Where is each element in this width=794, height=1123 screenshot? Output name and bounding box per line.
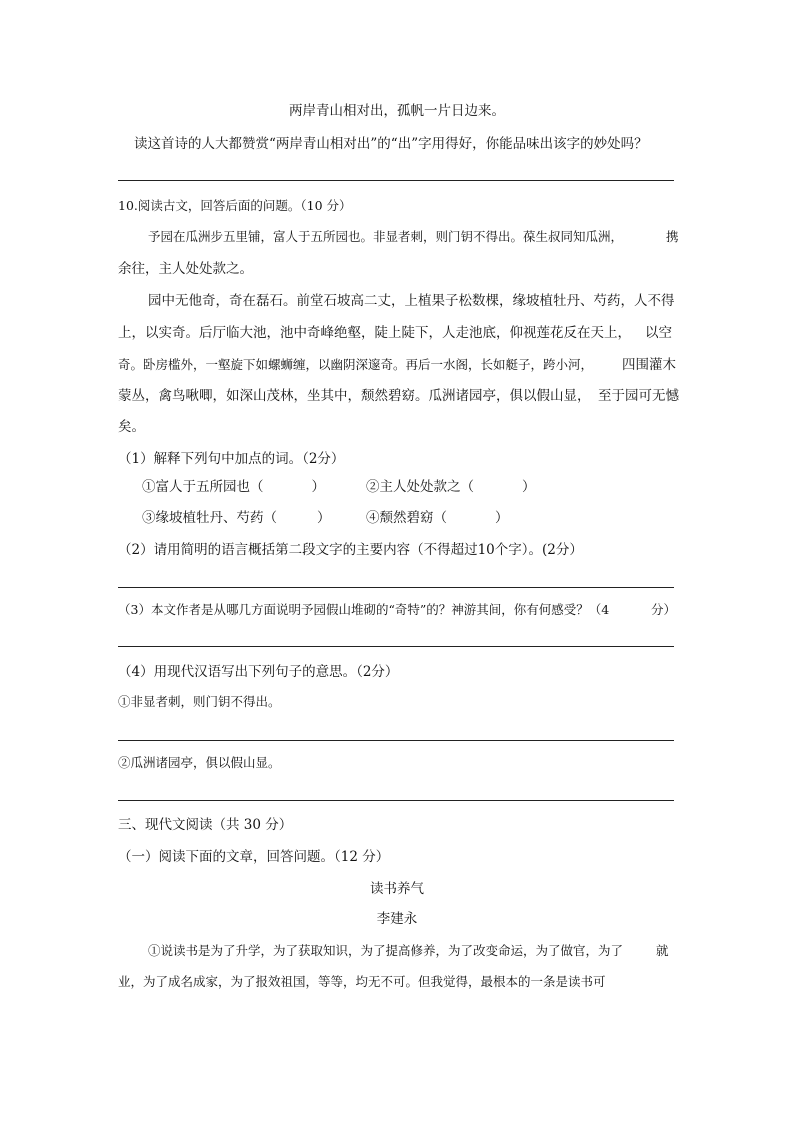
article-author: 李建永 [376, 911, 418, 927]
sub1-item2 [366, 477, 536, 497]
answer-line-sub3[interactable] [118, 646, 674, 647]
passage-p1-line1: 予园在瓜洲步五里铺，富人于五所园也。非显者刺，则门钥不得出。葆生叔同知瓜洲， [148, 229, 624, 244]
article-p1-line1: ①说读书是为了升学，为了获取知识，为了提高修养，为了改变命运，为了做官，为了 [148, 943, 624, 958]
sub3-question-end: 分） [651, 602, 677, 617]
answer-line-q9[interactable] [118, 180, 674, 181]
article-p1-line1-end: 就 [656, 943, 669, 958]
sub1-label: （1）解释下列句中加点的词。（2分） [118, 451, 345, 467]
q9-question: 读这首诗的人大都赞赏“两岸青山相对出”的“出”字用得好，你能品味出该字的妙处吗？ [134, 136, 648, 152]
passage-p1-line2: 余往，主人处处款之。 [118, 261, 253, 277]
passage-p2-line2-end: 以空 [645, 325, 672, 341]
sub4-label: （4）用现代汉语写出下列句子的意思。（2分） [118, 664, 399, 680]
sub1-item1-close: ） [311, 479, 325, 495]
article-p1-line2: 业，为了成名成家，为了报效祖国，等等，均无不可。但我觉得，最根本的一条是读书可 [118, 974, 606, 989]
passage-p2-line2: 上，以实奇。后厅临大池，池中奇峰绝壑，陡上陡下，人走池底，仰视莲花反在天上， [118, 325, 631, 341]
sub1-item4-close: ） [495, 510, 509, 526]
section3-heading: 三、现代文阅读（共 30 分） [118, 817, 293, 833]
q10-heading: 10.阅读古文，回答后面的问题。（10 分） [118, 198, 352, 213]
section3-part1: （一）阅读下面的文章，回答问题。（12 分） [118, 849, 390, 865]
article-title: 读书养气 [370, 881, 424, 897]
sub1-item4 [366, 508, 509, 528]
answer-line-sub4-2[interactable] [118, 800, 674, 801]
sub2-question: （2）请用简明的语言概括第二段文字的主要内容（不得超过10个字）。(2分） [118, 542, 583, 558]
sub1-item4-text: ④颓然碧窈（ [366, 510, 447, 526]
poem-line: 两岸青山相对出，孤帆一片日边来。 [289, 103, 505, 119]
sub4-sentence1: ①非显者刺，则门钥不得出。 [118, 694, 281, 709]
passage-p2-line5: 矣。 [118, 419, 145, 435]
passage-p2-line1: 园中无他奇，奇在磊石。前堂石坡高二丈，上植果子松数棵，缘坡植牡丹、芍药，人不得 [148, 293, 675, 309]
sub1-item2-close: ） [522, 479, 536, 495]
sub4-sentence2: ②瓜洲诸园亭，俱以假山显。 [118, 755, 281, 770]
passage-p2-line3: 奇。卧房槛外，一壑旋下如螺蛳缠，以幽阴深邃奇。再后一水阁，长如艇子，跨小河， [118, 357, 594, 372]
sub1-item3-close: ） [317, 510, 331, 526]
sub1-item1-text: ①富人于五所园也（ [142, 479, 264, 495]
answer-line-sub4-1[interactable] [118, 740, 674, 741]
sub1-item3-text: ③缘坡植牡丹、芍药（ [142, 510, 277, 526]
sub1-item1 [142, 477, 325, 497]
passage-p1-line1-end: 携 [666, 229, 679, 244]
passage-p2-line4: 蒙丛，禽鸟啾唧，如深山茂林，坐其中，颓然碧窈。瓜洲诸园亭，俱以假山显， [118, 388, 591, 404]
passage-p2-line4-end: 至于园可无憾 [598, 388, 679, 404]
answer-line-sub2[interactable] [118, 587, 674, 588]
passage-p2-line3-end: 四围灌木 [622, 357, 676, 373]
sub3-question: （3）本文作者是从哪几方面说明予园假山堆砌的“奇特”的？神游其间，你有何感受？（4 [118, 602, 610, 617]
sub1-item3 [142, 508, 331, 528]
sub1-item2-text: ②主人处处款之（ [366, 479, 474, 495]
